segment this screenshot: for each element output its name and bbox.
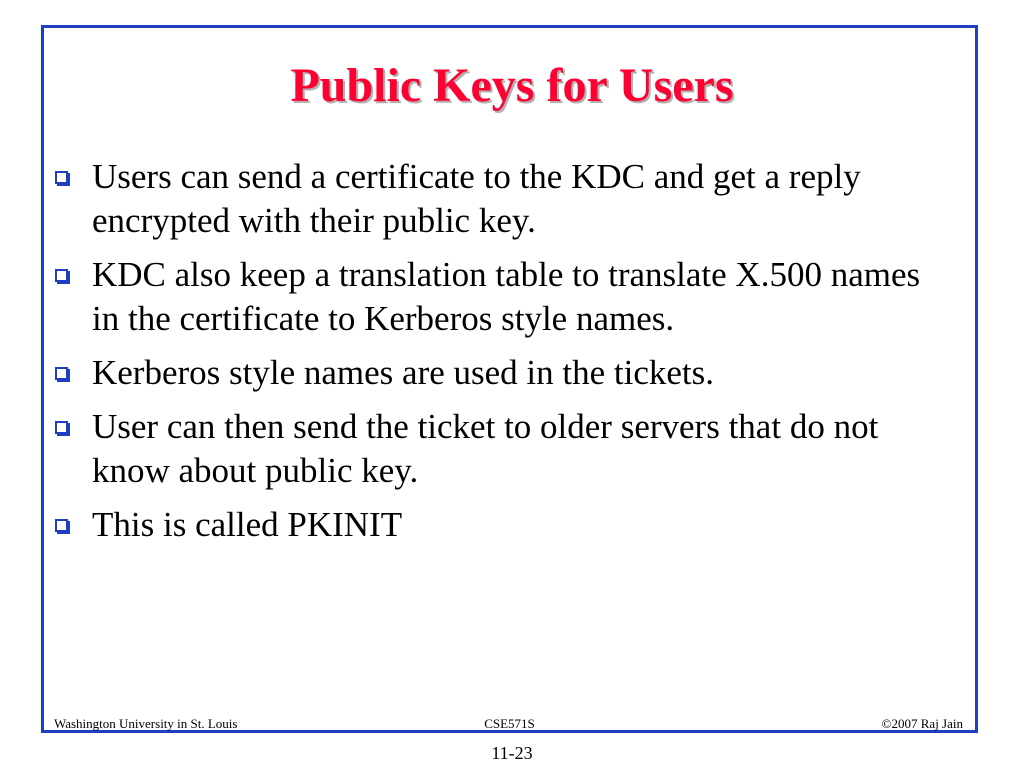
bullet-text: KDC also keep a translation table to translate X.500 names in the certificate to Kerberos style names. — [92, 255, 921, 338]
bullet-text: Users can send a certificate to the KDC and get a reply encrypted with their public key. — [92, 157, 861, 240]
bullet-item-4 — [52, 405, 952, 493]
footer-copyright: ©2007 Raj Jain — [881, 716, 963, 731]
hollow-square-bullet-icon — [55, 269, 68, 282]
footer-institution: Washington University in St. Louis — [54, 716, 238, 731]
hollow-square-bullet-icon — [55, 367, 68, 380]
bullet-item-3 — [52, 351, 952, 395]
hollow-square-bullet-icon — [55, 421, 68, 434]
bullet-text: This is called PKINIT — [92, 505, 403, 544]
footer-course: CSE571S — [484, 716, 535, 731]
bullet-item-5 — [52, 503, 952, 547]
page-number: 11-23 — [491, 743, 533, 763]
bullet-list — [52, 155, 952, 557]
hollow-square-bullet-icon — [55, 171, 68, 184]
slide-title: Public Keys for Users — [290, 59, 734, 112]
bullet-item-1 — [52, 155, 952, 243]
bullet-item-2 — [52, 253, 952, 341]
slide-footer — [44, 716, 975, 734]
hollow-square-bullet-icon — [55, 519, 68, 532]
bullet-text: User can then send the ticket to older servers that do not know about public key. — [92, 407, 879, 490]
bullet-text: Kerberos style names are used in the tickets. — [92, 353, 715, 392]
